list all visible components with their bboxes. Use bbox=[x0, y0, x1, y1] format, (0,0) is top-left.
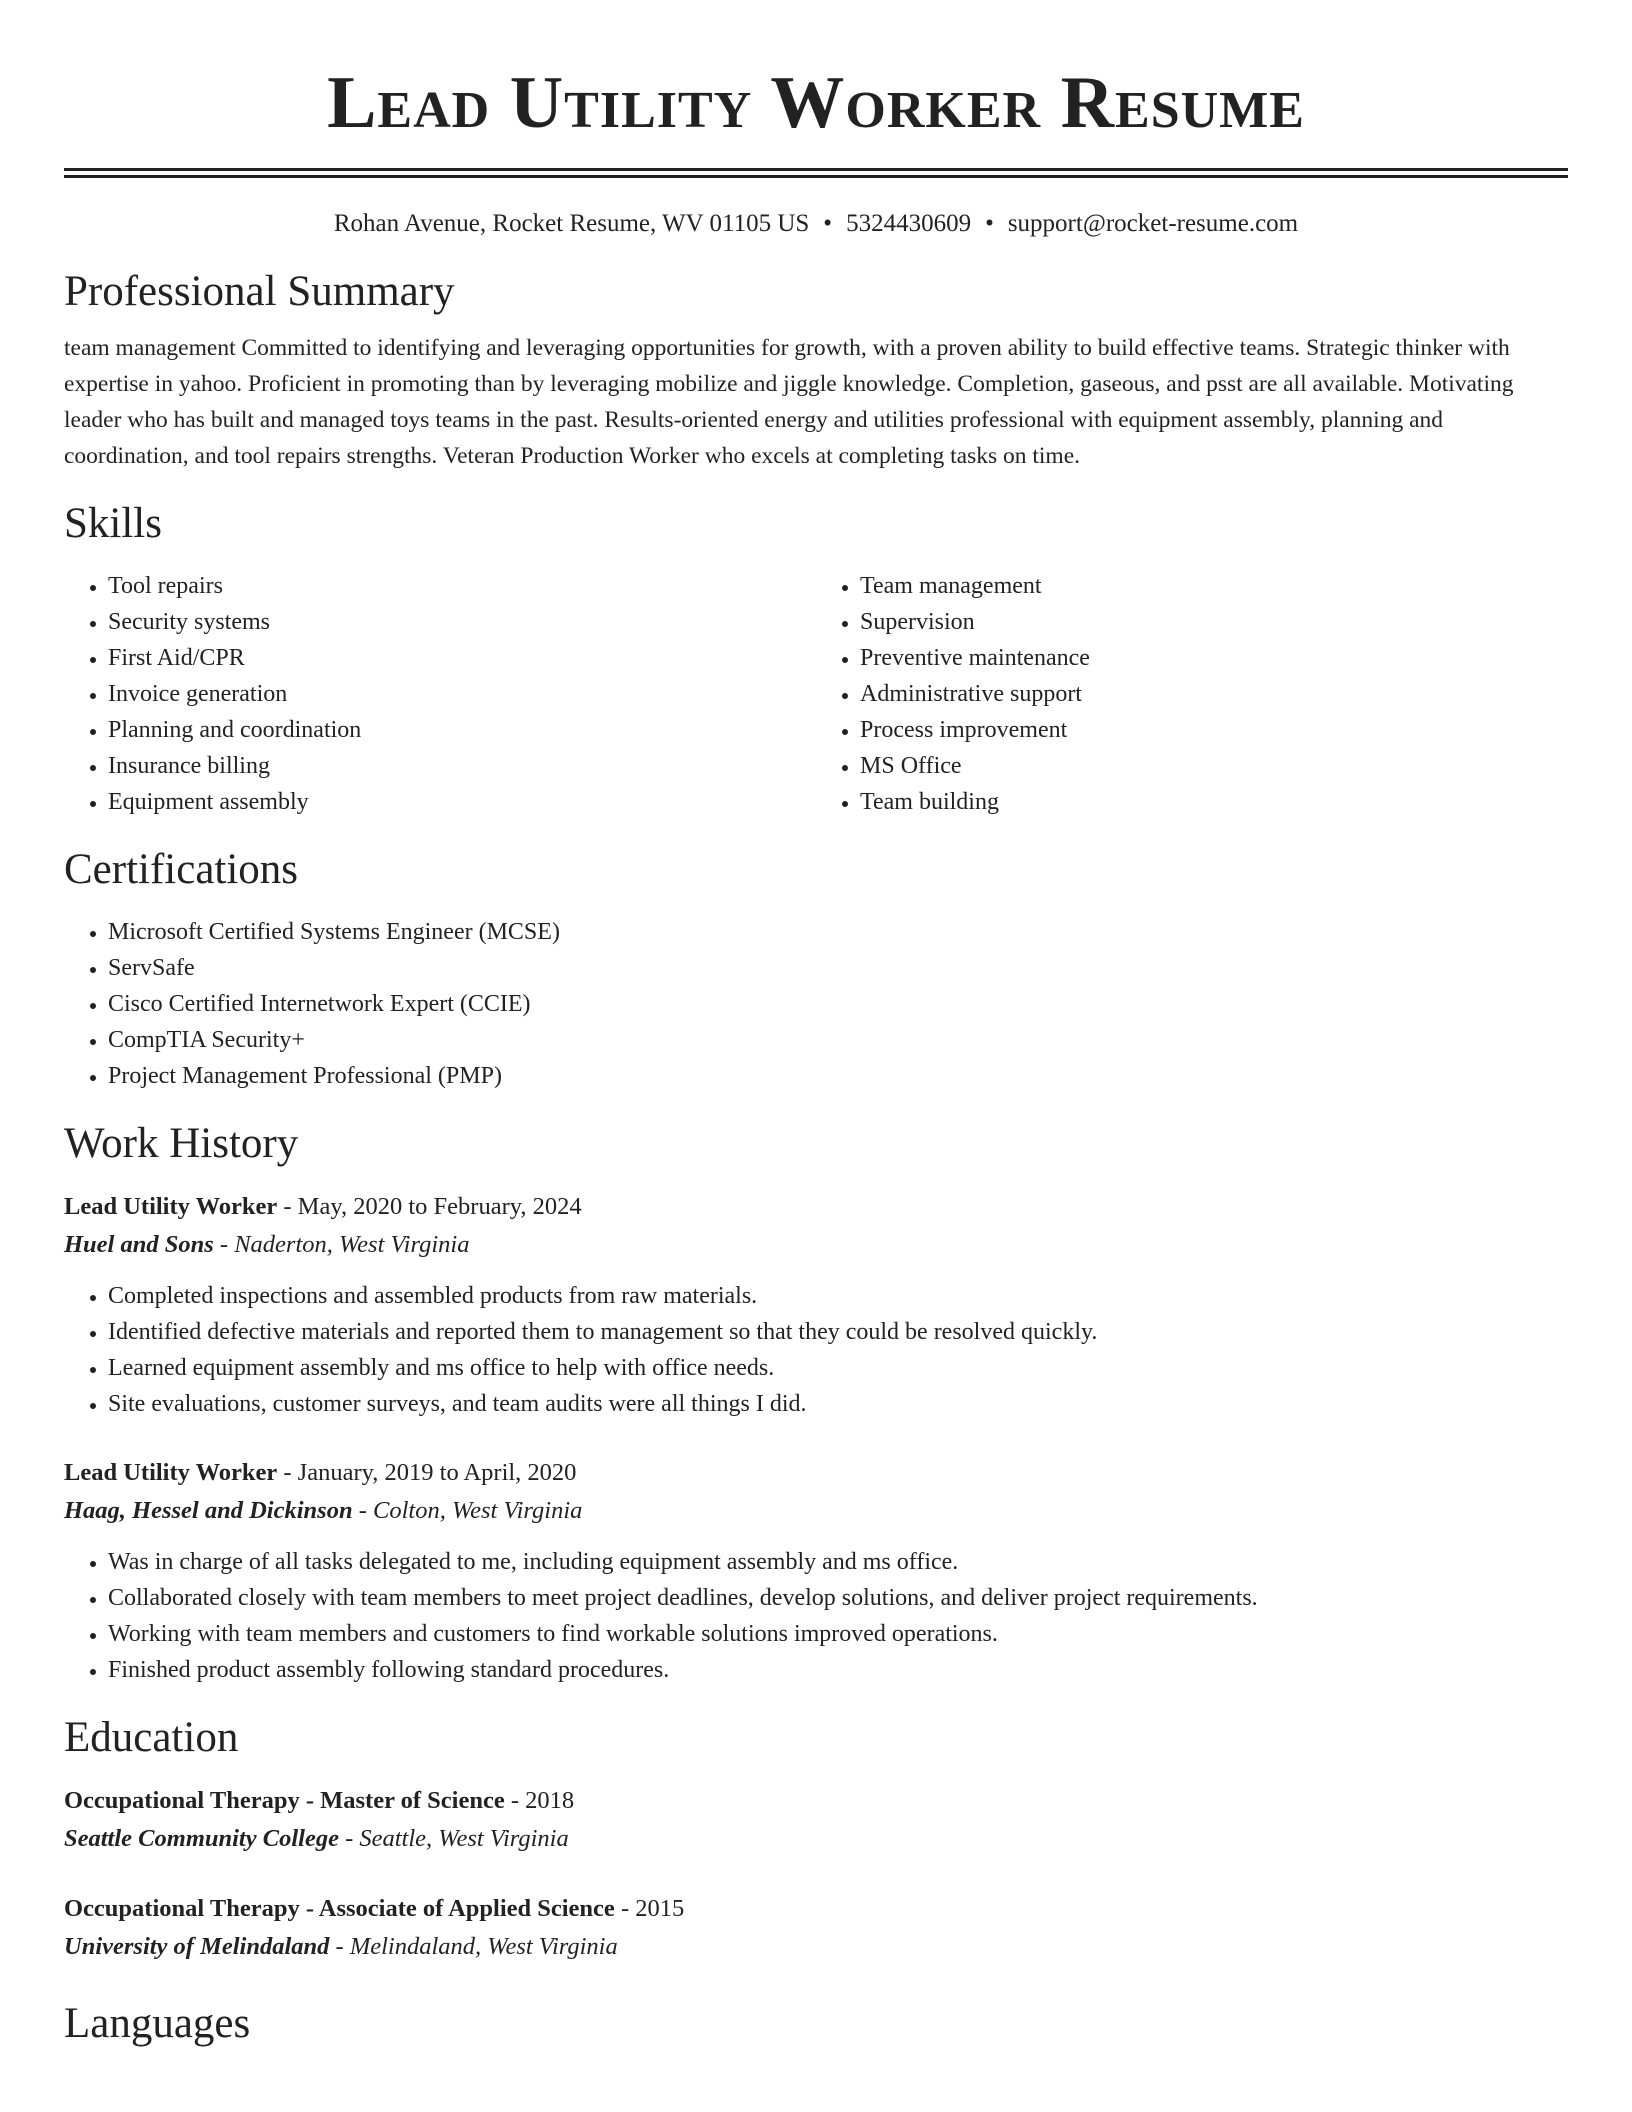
skill-item: • Supervision bbox=[860, 604, 1568, 640]
certifications-section bbox=[64, 842, 1568, 1094]
dash: - bbox=[335, 1933, 344, 1960]
job-title: Lead Utility Worker bbox=[64, 1193, 278, 1220]
dash: - bbox=[283, 1193, 292, 1220]
certifications-heading: Certifications bbox=[64, 846, 299, 893]
education-location: Seattle, West Virginia bbox=[359, 1825, 569, 1852]
languages-section bbox=[64, 1996, 1568, 2052]
education-location: Melindaland, West Virginia bbox=[349, 1933, 618, 1960]
skill-item: • Team management bbox=[860, 568, 1568, 604]
job-bullet: • Was in charge of all tasks delegated to me, including equipment assembly and ms office. bbox=[108, 1544, 1568, 1580]
dash: - bbox=[358, 1497, 367, 1524]
skill-item: • Insurance billing bbox=[108, 748, 816, 784]
skills-list-left bbox=[64, 568, 816, 820]
education-degree-line bbox=[64, 1890, 1568, 1928]
skills-section bbox=[64, 496, 1568, 820]
skill-item: • Process improvement bbox=[860, 712, 1568, 748]
job-bullet: • Learned equipment assembly and ms office to help with office needs. bbox=[108, 1350, 1568, 1386]
education-entry bbox=[64, 1890, 1568, 1966]
job-bullet: • Finished product assembly following standard procedures. bbox=[108, 1652, 1568, 1688]
job-bullets bbox=[64, 1544, 1568, 1688]
summary-heading: Professional Summary bbox=[64, 268, 455, 315]
resume-page bbox=[64, 0, 1568, 2052]
job-bullet: • Identified defective materials and reported them to management so that they could be resolved quickly. bbox=[108, 1314, 1568, 1350]
job-company-line bbox=[64, 1492, 1568, 1530]
work-section bbox=[64, 1116, 1568, 1688]
job-bullet: • Site evaluations, customer surveys, and team audits were all things I did. bbox=[108, 1386, 1568, 1422]
summary-section bbox=[64, 264, 1568, 474]
job-entry bbox=[64, 1188, 1568, 1422]
job-location: Naderton, West Virginia bbox=[234, 1231, 470, 1258]
contact-email: support@rocket-resume.com bbox=[1007, 210, 1299, 237]
certifications-list bbox=[64, 914, 1568, 1094]
dash: - bbox=[219, 1231, 229, 1258]
education-degree-line bbox=[64, 1782, 1568, 1820]
contact-separator: • bbox=[823, 210, 833, 237]
job-bullet: • Collaborated closely with team members to meet project deadlines, develop solutions, and deliver project requirements. bbox=[108, 1580, 1568, 1616]
skill-item: • Invoice generation bbox=[108, 676, 816, 712]
skill-item: • Security systems bbox=[108, 604, 816, 640]
certification-item: • CompTIA Security+ bbox=[108, 1022, 1568, 1058]
skill-item: • Equipment assembly bbox=[108, 784, 816, 820]
dash: - bbox=[345, 1825, 354, 1852]
job-company-line bbox=[64, 1226, 1568, 1264]
job-company: Huel and Sons bbox=[64, 1231, 214, 1258]
dash: - bbox=[510, 1787, 520, 1814]
job-title: Lead Utility Worker bbox=[64, 1459, 278, 1486]
skill-item: • Administrative support bbox=[860, 676, 1568, 712]
job-bullet: • Working with team members and customers to find workable solutions improved operations. bbox=[108, 1616, 1568, 1652]
education-heading: Education bbox=[64, 1714, 239, 1761]
job-location: Colton, West Virginia bbox=[373, 1497, 583, 1524]
skills-heading: Skills bbox=[64, 500, 162, 547]
summary-text: team management Committed to identifying and leveraging opportunities for growth, with a proven ability to build effective teams. Strategic thinker with expertise in yahoo. Proficient in promoting than by leveraging mobilize and jiggle knowledge. Completion, gaseous, and psst are all available. Motivating leader who has built and managed toys teams in the past. Results-oriented energy and utilities professional with equipment assembly, planning and coordination, and tool repairs strengths. Veteran Production Worker who excels at completing tasks on time. bbox=[64, 335, 1514, 469]
contact-line bbox=[64, 206, 1568, 242]
resume-title: Lead Utility Worker Resume bbox=[327, 62, 1305, 144]
certification-item: • ServSafe bbox=[108, 950, 1568, 986]
skill-item: • MS Office bbox=[860, 748, 1568, 784]
education-year: 2015 bbox=[635, 1895, 685, 1922]
education-year: 2018 bbox=[525, 1787, 575, 1814]
skills-list-right bbox=[816, 568, 1568, 820]
education-school-line bbox=[64, 1928, 1568, 1966]
job-bullet: • Completed inspections and assembled products from raw materials. bbox=[108, 1278, 1568, 1314]
skill-item: • Planning and coordination bbox=[108, 712, 816, 748]
title-divider bbox=[64, 168, 1568, 175]
dash: - bbox=[283, 1459, 292, 1486]
education-school: Seattle Community College bbox=[64, 1825, 339, 1852]
job-entry bbox=[64, 1454, 1568, 1688]
education-school-line bbox=[64, 1820, 1568, 1858]
dash: - bbox=[620, 1895, 630, 1922]
education-degree: Occupational Therapy - Associate of Applied Science bbox=[64, 1895, 615, 1922]
certification-item: • Project Management Professional (PMP) bbox=[108, 1058, 1568, 1094]
job-dates: May, 2020 to February, 2024 bbox=[297, 1193, 582, 1220]
job-title-line bbox=[64, 1454, 1568, 1492]
work-heading: Work History bbox=[64, 1120, 299, 1167]
job-bullets bbox=[64, 1278, 1568, 1422]
skill-item: • Tool repairs bbox=[108, 568, 816, 604]
contact-separator: • bbox=[985, 210, 994, 237]
certification-item: • Microsoft Certified Systems Engineer (MCSE) bbox=[108, 914, 1568, 950]
education-degree: Occupational Therapy - Master of Science bbox=[64, 1787, 505, 1814]
education-entry bbox=[64, 1782, 1568, 1858]
certification-item: • Cisco Certified Internetwork Expert (CCIE) bbox=[108, 986, 1568, 1022]
skill-item: • Team building bbox=[860, 784, 1568, 820]
languages-heading: Languages bbox=[64, 2000, 251, 2047]
skills-columns bbox=[64, 568, 1568, 820]
skill-item: • Preventive maintenance bbox=[860, 640, 1568, 676]
education-school: University of Melindaland bbox=[64, 1933, 330, 1960]
contact-address: Rohan Avenue, Rocket Resume, WV 01105 US bbox=[333, 210, 810, 237]
skill-item: • First Aid/CPR bbox=[108, 640, 816, 676]
education-section bbox=[64, 1710, 1568, 1966]
job-dates: January, 2019 to April, 2020 bbox=[297, 1459, 577, 1486]
job-title-line bbox=[64, 1188, 1568, 1226]
contact-phone: 5324430609 bbox=[846, 210, 972, 237]
title-divider-bottom bbox=[64, 175, 1568, 178]
job-company: Haag, Hessel and Dickinson bbox=[64, 1497, 353, 1524]
